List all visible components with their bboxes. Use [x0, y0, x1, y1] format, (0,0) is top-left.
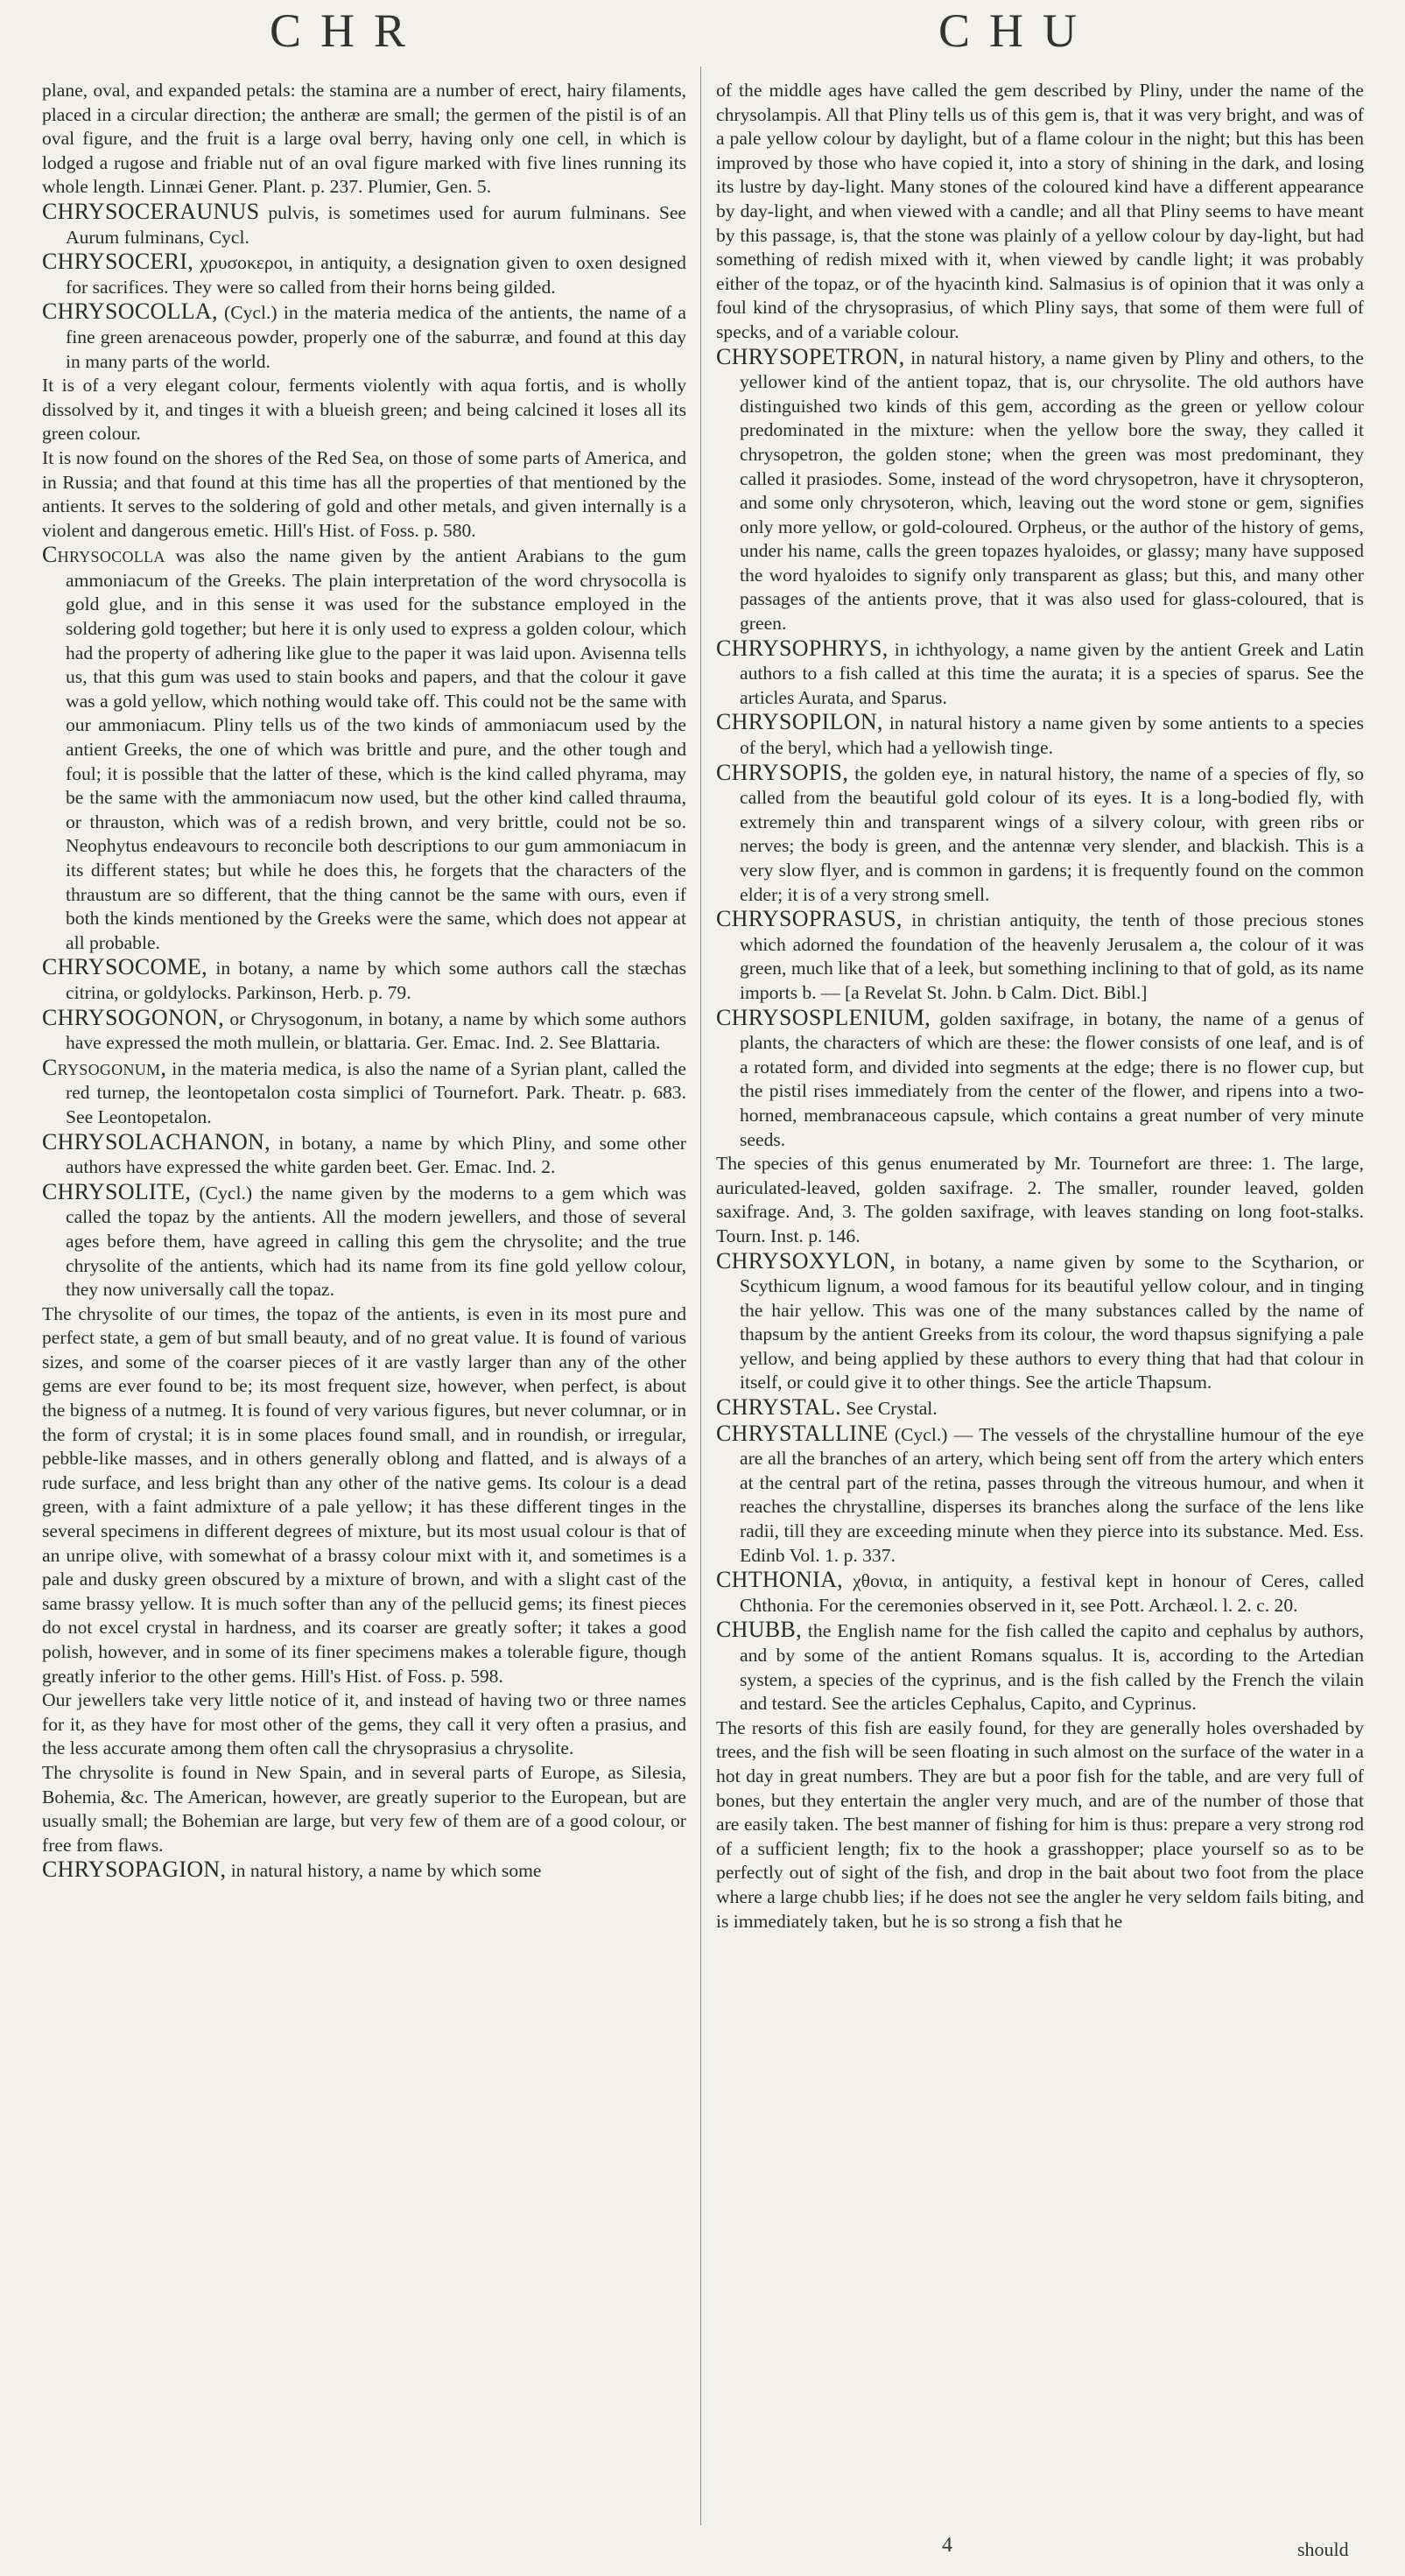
entry-text: (Cycl.) — The vessels of the chrystalline humour of the eye are all the branches of an artery, which being sent off from the artery which enters at the central part of the retina, passes through the vitreous humour, and when it reaches the chrystalline, disperses its branches along the surface of the lens like radii, till they are exceeding minute when they pierce into its substance. Med. Ess. Edinb Vol. 1. p. 337. [740, 1423, 1364, 1566]
dictionary-entry [716, 1395, 1364, 1421]
dictionary-entry [42, 200, 686, 249]
entry-headword: CHRYSTALLINE [716, 1420, 889, 1446]
entry-text: The chrysolite is found in New Spain, and in several parts of Europe, as Silesia, Bohemia, &c. The American, however, are greatly superior to the European, but are usually small; the Bohemian are large, but very few of them are of a good colour, or free from flaws. [42, 1761, 686, 1856]
entry-headword: CHRYSOPRASUS, [716, 906, 903, 932]
entry-text: pulvis, is sometimes used for aurum fulminans. See Aurum fulminans, Cycl. [66, 201, 686, 248]
running-head-right: CHU [938, 4, 1097, 57]
entry-text: in botany, a name by which Pliny, and some other authors have expressed the white garden beet. Ger. Emac. Ind. 2. [66, 1132, 686, 1178]
entry-text: in ichthyology, a name given by the antient Greek and Latin authors to a fish called at this time the aurata; it is a species of sparus. See the articles Aurata, and Sparus. [740, 638, 1364, 708]
entry-text: It is of a very elegant colour, ferments violently with aqua fortis, and is wholly dissolved by it, and tinges it with a blueish green; and being calcined it loses all its green colour. [42, 375, 686, 445]
entry-text: of the middle ages have called the gem described by Pliny, under the name of the chrysolampis. All that Pliny tells us of this gem is, that it was very bright, and was of a pale yellow colour by daylight, but of a flame colour in the night; but this has been improved by those who have copied it, into a story of shining in the dark, and losing its lustre by day-light. Many stones of the coloured kind have a different appearance by day-light, and when viewed with a candle; and all that Pliny seems to have meant by this passage, is, that the stone was plainly of a yellow colour by day-light, but had something of redish mixed with it, when viewed by candle light; it was probably either of the topaz, or of the hyacinth kind. Salmasius is of opinion that it was only a foul kind of the chrysoprasius, of which Pliny says, that some of them were full of specks, and of a variable colour. [716, 80, 1364, 342]
catchword: should [1297, 2538, 1349, 2560]
dictionary-entry [42, 543, 686, 955]
dictionary-entry [42, 446, 686, 543]
dictionary-entry [716, 907, 1364, 1005]
entry-headword: CHRYSOSPLENIUM, [716, 1004, 931, 1030]
dictionary-entry [42, 1857, 686, 1884]
entry-text: The resorts of this fish are easily found, for they are generally holes overshaded by trees, and the fish will be seen floating in such almost on the surface of the water in a hot day in great numbers. They are but a poor fish for the table, and are very full of bones, but they entertain the angler very much, and are of the number of those that are easily taken. The best manner of fishing for him is thus: prepare a very strong rod of a sufficient length; fix to the hook a grasshopper; place yourself so as to be perfectly out of sight of the fish, and drop in the bait about two foot from the place where a large chubb lies; if he does not see the angler he very seldom fails biting, and is immediately taken, but he is so strong a fish that he [716, 1716, 1364, 1932]
dictionary-entry [716, 1618, 1364, 1716]
entry-text: plane, oval, and expanded petals: the stamina are a number of erect, hairy filaments, placed in a circular direction; the antheræ are small; the germen of the pistil is of an oval figure, and the fruit is a large oval berry, having only one cell, in which is lodged a rugose and friable nut of an oval figure marked with five lines running its whole length. Linnæi Gener. Plant. p. 237. Plumier, Gen. 5. [42, 80, 686, 198]
entry-text: or Chrysogonum, in botany, a name by which some authors have expressed the moth mullein, or blattaria. Ger. Emac. Ind. 2. See Blattaria. [66, 1007, 686, 1054]
entry-text: The chrysolite of our times, the topaz of the antients, is even in its most pure and perfect state, a gem of but small beauty, and of no great value. It is found of various sizes, and some of the coarser pieces of it are vastly larger than any of the other gems are ever found to be; its most frequent size, however, when perfect, is about the bigness of a nutmeg. It is found of very various figures, but never columnar, or in the form of crystal; it is in some places found small, and in roundish, or irregular, pebble-like masses, and in others generally oblong and flatted, and is always of a rude surface, and less bright than any other of the native gems. Its colour is a dead green, with a faint admixture of a pale yellow; it has these different tinges in the several specimens in different degrees of mixture, but its most usual colour is that of an unripe olive, with somewhat of a brassy colour mixt with it, and sometimes is a pale and dusky green obscured by a mixture of brown, and with a slight cast of the same brassy yellow. It is much softer than any of the pellucid gems; its finest pieces do not excel crystal in hardness, and its coarser are greatly softer; it takes a good polish, however, and in some of its finer specimens makes a tolerable figure, though greatly inferior to the other gems. Hill's Hist. of Foss. p. 598. [42, 1302, 686, 1687]
entry-text: in christian antiquity, the tenth of those precious stones which adorned the foundation of the heavenly Jerusalem a, the colour of it was green, much like that of a leek, but something inclining to that of gold, as its name imports b. — [a Revelat St. John. b Calm. Dict. Bibl.] [740, 909, 1364, 1003]
entry-text: (Cycl.) in the materia medica of the antients, the name of a fine green arenaceous powder, properly one of the saburræ, and found at this day in many parts of the world. [66, 302, 686, 372]
entry-headword: CHRYSOCOLLA, [42, 298, 218, 325]
entry-headword: Chrysocolla [42, 542, 165, 568]
dictionary-entry [716, 1006, 1364, 1153]
dictionary-entry [716, 710, 1364, 760]
entry-text: in botany, a name given by some to the Scytharion, or Scythicum lignum, a wood famous for its beautiful yellow colour, and in tinging the hair yellow. This was one of the many substances called by the name of thapsum by the antient Greeks from its colour, the word thapsus signifying a pale yellow, and being applied by these authors to every thing that had that colour in itself, or could give it to other things. See the article Thapsum. [740, 1251, 1364, 1393]
dictionary-entry [716, 1568, 1364, 1618]
dictionary-entry [716, 636, 1364, 711]
entry-headword: CHRYSOPHRYS, [716, 635, 889, 661]
entry-headword: CHRYSTAL. [716, 1394, 841, 1421]
dictionary-entry [716, 1249, 1364, 1396]
entry-text: χθονια, in antiquity, a festival kept in honour of Ceres, called Chthonia. For the ceremonies observed in it, see Pott. Archæol. l. 2. c. 20. [740, 1570, 1364, 1616]
entry-headword: CHTHONIA, [716, 1567, 843, 1593]
dictionary-entry [716, 761, 1364, 908]
entry-headword: CHRYSOXYLON, [716, 1247, 896, 1274]
entry-text: It is now found on the shores of the Red Sea, on those of some parts of America, and in Russia; and that found at this time has all the properties of that mentioned by the antients. It serves to the soldering of gold and other metals, and given internally is a violent and dangerous emetic. Hill's Hist. of Foss. p. 580. [42, 446, 686, 541]
entry-headword: CHUBB, [716, 1617, 802, 1643]
entry-headword: CHRYSOLITE, [42, 1178, 192, 1204]
entry-headword: CHRYSOLACHANON, [42, 1128, 270, 1155]
entry-text: in natural history a name given by some antients to a species of the beryl, which had a yellowish tinge. [740, 712, 1364, 759]
dictionary-entry [716, 1421, 1364, 1569]
entry-text: See Crystal. [846, 1398, 938, 1420]
dictionary-entry [42, 1302, 686, 1689]
dictionary-entry [42, 374, 686, 446]
entry-text: Our jewellers take very little notice of it, and instead of having two or three names for it, as they have for most other of the gems, they call it very often a prasius, and the less accurate among them often call the chrysoprasius a chrysolite. [42, 1689, 686, 1759]
entry-headword: CHRYSOPETRON, [716, 343, 905, 369]
running-head-left: CHR [270, 4, 425, 57]
entry-headword: CHRYSOCOME, [42, 954, 207, 980]
dictionary-entry [42, 249, 686, 299]
dictionary-entry [42, 1688, 686, 1761]
entry-headword: CHRYSOCERI, [42, 249, 194, 275]
left-column [42, 79, 686, 2530]
entry-headword: CHRYSOPIS, [716, 759, 849, 785]
dictionary-entry [42, 1130, 686, 1180]
entry-text: χρυσοκεροι, in antiquity, a designation given to oxen designed for sacrifices. They were so called from their horns being gilded. [66, 252, 686, 298]
right-column [716, 79, 1364, 2530]
entry-headword: CHRYSOPILON, [716, 709, 883, 735]
dictionary-entry [716, 79, 1364, 345]
entry-headword: CHRYSOPAGION, [42, 1857, 227, 1883]
dictionary-entry [42, 955, 686, 1005]
dictionary-entry [716, 1152, 1364, 1248]
dictionary-entry [716, 1716, 1364, 1934]
entry-text: in the materia medica, is also the name of a Syrian plant, called the red turnep, the leontopetalon costa simplici of Tournefort. Park. Theatr. p. 683. See Leontopetalon. [66, 1057, 686, 1127]
entry-text: the English name for the fish called the capito and cephalus by authors, and by some of the antient Romans squalus. It is, according to the Artedian system, a species of the cyprinus, and is the fish called by the French the vilain and testard. See the articles Cephalus, Capito, and Cyprinus. [740, 1620, 1364, 1715]
entry-text: in natural history, a name by which some [230, 1860, 542, 1882]
entry-text: was also the name given by the antient Arabians to the gum ammoniacum of the Greeks. The plain interpretation of the word chrysocolla is gold glue, and in this sense it was used for the substance employed in the soldering gold together; but here it is only used to express a golden colour, which had the property of adhering like glue to the paper it was laid upon. Avisenna tells us, that this gum was used to stain books and papers, and that the colour it gave was a gold yellow, which nothing would take off. This could not be the same with our ammoniacum. Pliny tells us of the two kinds of ammoniacum used by the antient Greeks, the one of which was brittle and pure, and the other tough and foul; it is possible that the latter of these, which is the kind called phyrama, may be the same with the ammoniacum now used, but the other kind called thrauma, or thrauston, which was of a redish brown, and very brittle, could not be so. Neophytus endeavours to reconcile both descriptions to our gum ammoniacum in its different states; but while he does this, he forgets that the characters of the thraustum are so different, that the thing cannot be the same with ours, even if both the kinds mentioned by the Greeks were the same, which does not appear at all probable. [66, 545, 686, 953]
dictionary-entry [42, 1180, 686, 1302]
entry-headword: CHRYSOCERAUNUS [42, 198, 260, 224]
entry-text: the golden eye, in natural history, the name of a species of fly, so called from the beautiful gold colour of its eyes. It is a long-bodied fly, with extremely thin and transparent wings of a silvery colour, with green ribs or nerves; the body is green, and the antennæ very slender, and blackish. This is a very slow flyer, and is common in gardens; it is frequently found on the common elder; it is of a very strong smell. [740, 762, 1364, 905]
entry-text: in botany, a name by which some authors call the stæchas citrina, or goldylocks. Parkinson, Herb. p. 79. [66, 958, 686, 1003]
entry-headword: CHRYSOGONON, [42, 1004, 225, 1030]
entry-text: golden saxifrage, in botany, the name of a genus of plants, the characters of which are these: the flower consists of one leaf, and is of a rotated form, and divided into segments at the edge; there is no flower cup, but the pistil rises immediately from the center of the flower, and ripens into a two-horned, membranaceous capsule, which contains a great number of very minute seeds. [740, 1007, 1364, 1150]
column-rule [700, 67, 701, 2525]
running-head [0, 0, 1405, 61]
entry-text: (Cycl.) the name given by the moderns to a gem which was called the topaz by the antients. All the modern jewellers, and those of several ages before them, have agreed in calling this gem the chrysolite; and the true chrysolite of the antients, which had its name from its fine gold yellow colour, they now universally call the topaz. [66, 1182, 686, 1301]
dictionary-entry [42, 79, 686, 200]
entry-text: The species of this genus enumerated by Mr. Tournefort are three: 1. The large, auriculated-leaved, golden saxifrage. 2. The smaller, rounder leaved, golden saxifrage. And, 3. The golden saxifrage, with leaves standing on long foot-stalks. Tourn. Inst. p. 146. [716, 1153, 1364, 1246]
entry-text: in natural history, a name given by Pliny and others, to the yellower kind of the antient topaz, that is, our chrysolite. The old authors have distinguished two kinds of this gem, according as the green or yellow colour predominated in the mixture: when the yellow bore the sway, they called it chrysopetron, the golden stone; when the green was most predominant, they called it prasiodes. Some, instead of the word chrysopetron, have it chrysopteron, and some only chrysoteron, which, leaving out the word stone or gem, signifies only more yellow, or gold-coloured. Orpheus, or the author of the history of gems, under his name, calls the green topazes hyaloides, or glassy; many have supposed the word hyaloides to signify only transparent as glass; but this, and many other passages of the antients prove, that it was also used for glass-coloured, that is green. [740, 347, 1364, 635]
dictionary-entry [42, 1006, 686, 1056]
entry-headword: Crysogonum, [42, 1054, 167, 1080]
dictionary-entry [42, 1056, 686, 1130]
page-number: 4 [942, 2534, 952, 2557]
dictionary-entry [716, 345, 1364, 636]
dictionary-entry [42, 1761, 686, 1857]
dictionary-entry [42, 299, 686, 374]
